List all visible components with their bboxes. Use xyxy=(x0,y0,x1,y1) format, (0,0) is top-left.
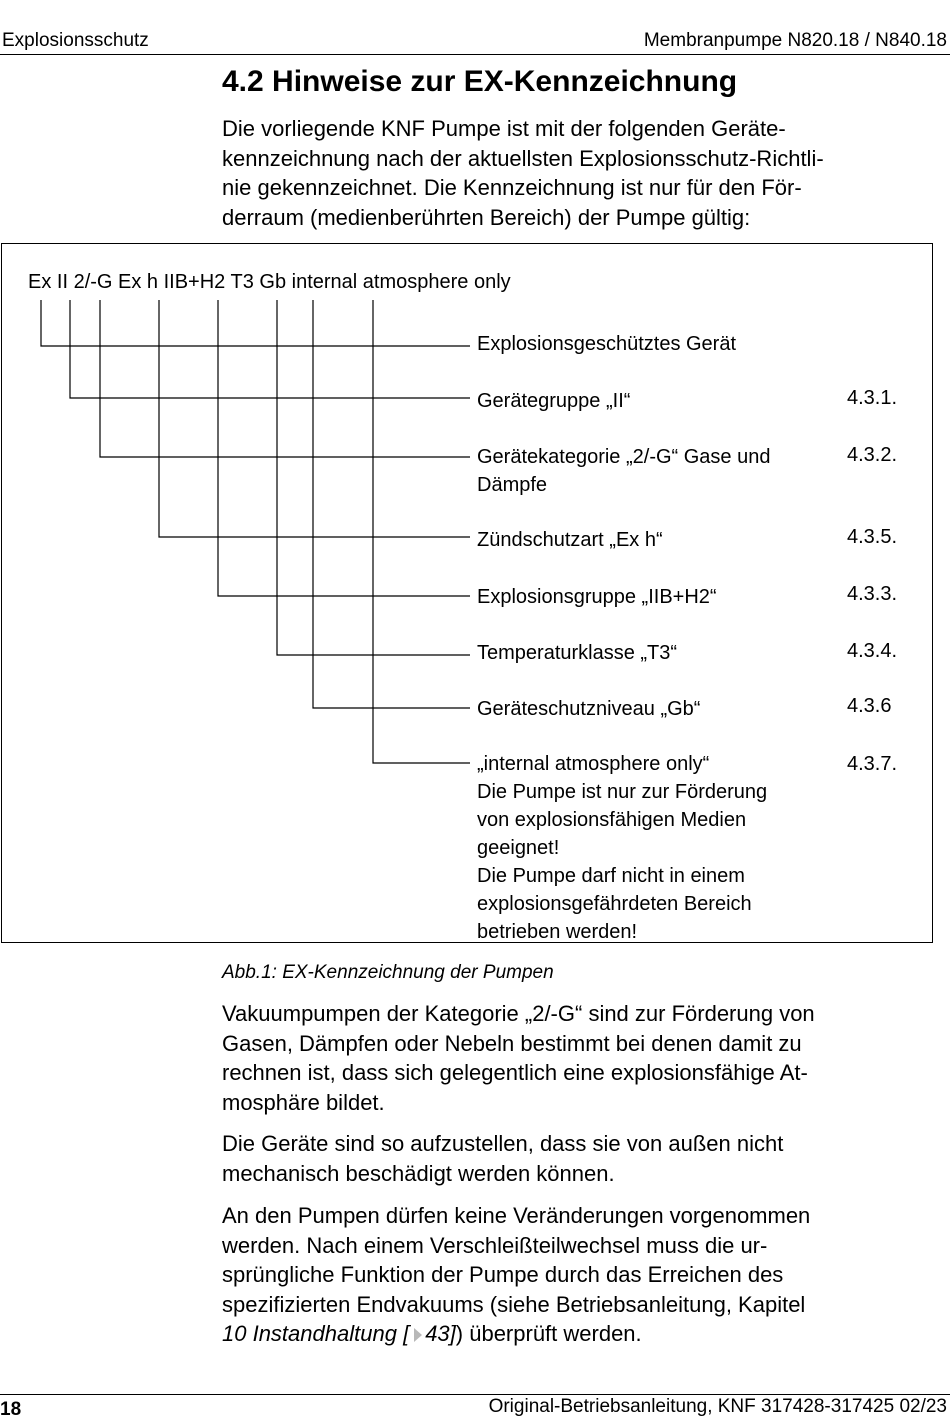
ref-explosion-group: 4.3.3. xyxy=(847,583,898,605)
leader-line-protection xyxy=(159,300,470,537)
leader-line-group xyxy=(70,300,470,398)
marking-code-string: Ex II 2/-G Ex h IIB+H2 T3 Gb internal atmosphere only xyxy=(28,271,511,293)
footer-page-number: 18 xyxy=(0,1399,22,1420)
xref-chapter-title[interactable]: 10 Instandhaltung xyxy=(222,1321,397,1346)
ref-device-category: 4.3.2. xyxy=(847,444,898,466)
intro-line: nie gekennzeichnet. Die Kennzeichnung ist nur für den För- xyxy=(222,175,802,200)
label-ignition-protection: Zündschutzart „Ex h“ xyxy=(477,529,663,551)
footer-rule xyxy=(0,1394,950,1395)
body-paragraph-category: Vakuumpumpen der Kategorie „2/-G“ sind zur Förderung von Gasen, Dämpfen oder Nebeln bestimmt bei denen damit zu rechnen ist, dass sich gelegentlich eine explosionsfähige At- mosphäre bildet. xyxy=(222,1001,815,1115)
section-heading: 4.2 Hinweise zur EX-Kennzeichnung xyxy=(222,65,738,98)
leader-line-ex xyxy=(41,300,470,346)
leader-line-internal xyxy=(373,300,470,763)
intro-line: Die vorliegende KNF Pumpe ist mit der folgenden Geräte- xyxy=(222,116,786,141)
body-paragraph-modifications: An den Pumpen dürfen keine Veränderungen vorgenommen werden. Nach einem Verschleißteilwechsel muss die ur- sprüngliche Funktion der Pumpe durch das Erreichen des spezifizierten Endvakuums (siehe Betriebsanleitung, Kapitel 10 Instandhaltung [ 43]) überprüft werden. xyxy=(222,1201,810,1349)
ref-ignition-protection: 4.3.5. xyxy=(847,526,898,548)
body-paragraph-installation: Die Geräte sind so aufzustellen, dass sie von außen nicht mechanisch beschädigt werden können. xyxy=(222,1131,784,1186)
leader-line-category xyxy=(100,300,470,457)
ref-internal-atmosphere: 4.3.7. xyxy=(847,753,898,775)
intro-line: kennzeichnung nach der aktuellsten Explosionsschutz-Richtli- xyxy=(222,145,824,171)
ref-device-group: 4.3.1. xyxy=(847,387,898,409)
xref-suffix: ) überprüft werden. xyxy=(455,1321,642,1346)
label-explosion-group: Explosionsgruppe „IIB+H2“ xyxy=(477,586,717,608)
running-header-product: Membranpumpe N820.18 / N840.18 xyxy=(643,30,947,51)
running-header-section: Explosionsschutz xyxy=(2,30,149,51)
ref-protection-level: 4.3.6 xyxy=(847,695,892,717)
label-internal-atmosphere: „internal atmosphere only“ Die Pumpe ist nur zur Förderung von explosionsfähigen Medien geeignet! Die Pumpe darf nicht in einem explosionsgefährdeten Bereich betrieben werden! xyxy=(477,753,768,943)
label-device-group: Gerätegruppe „II“ xyxy=(477,390,631,412)
label-temperature-class: Temperaturklasse „T3“ xyxy=(477,642,678,664)
xref-page-number[interactable]: 43] xyxy=(425,1321,456,1346)
figure-caption: Abb.1: EX-Kennzeichnung der Pumpen xyxy=(222,962,554,983)
footer-document-info: Original-Betriebsanleitung, KNF 317428-317425 02/23 xyxy=(488,1396,947,1417)
label-device-category: Gerätekategorie „2/-G“ Gase und Dämpfe xyxy=(477,446,771,496)
ref-temperature-class: 4.3.4. xyxy=(847,640,898,662)
xref-line xyxy=(222,1319,810,1349)
leader-line-protection-level xyxy=(313,300,470,708)
triangle-right-icon[interactable] xyxy=(414,1328,422,1342)
intro-line: derraum (medienberührten Bereich) der Pumpe gültig: xyxy=(222,204,751,230)
leader-line-explosion-group xyxy=(218,300,470,596)
xref-open-bracket: [ xyxy=(403,1321,410,1346)
label-explosion-protected-device: Explosionsgeschütztes Gerät xyxy=(477,333,737,355)
label-protection-level: Geräteschutzniveau „Gb“ xyxy=(477,698,701,720)
